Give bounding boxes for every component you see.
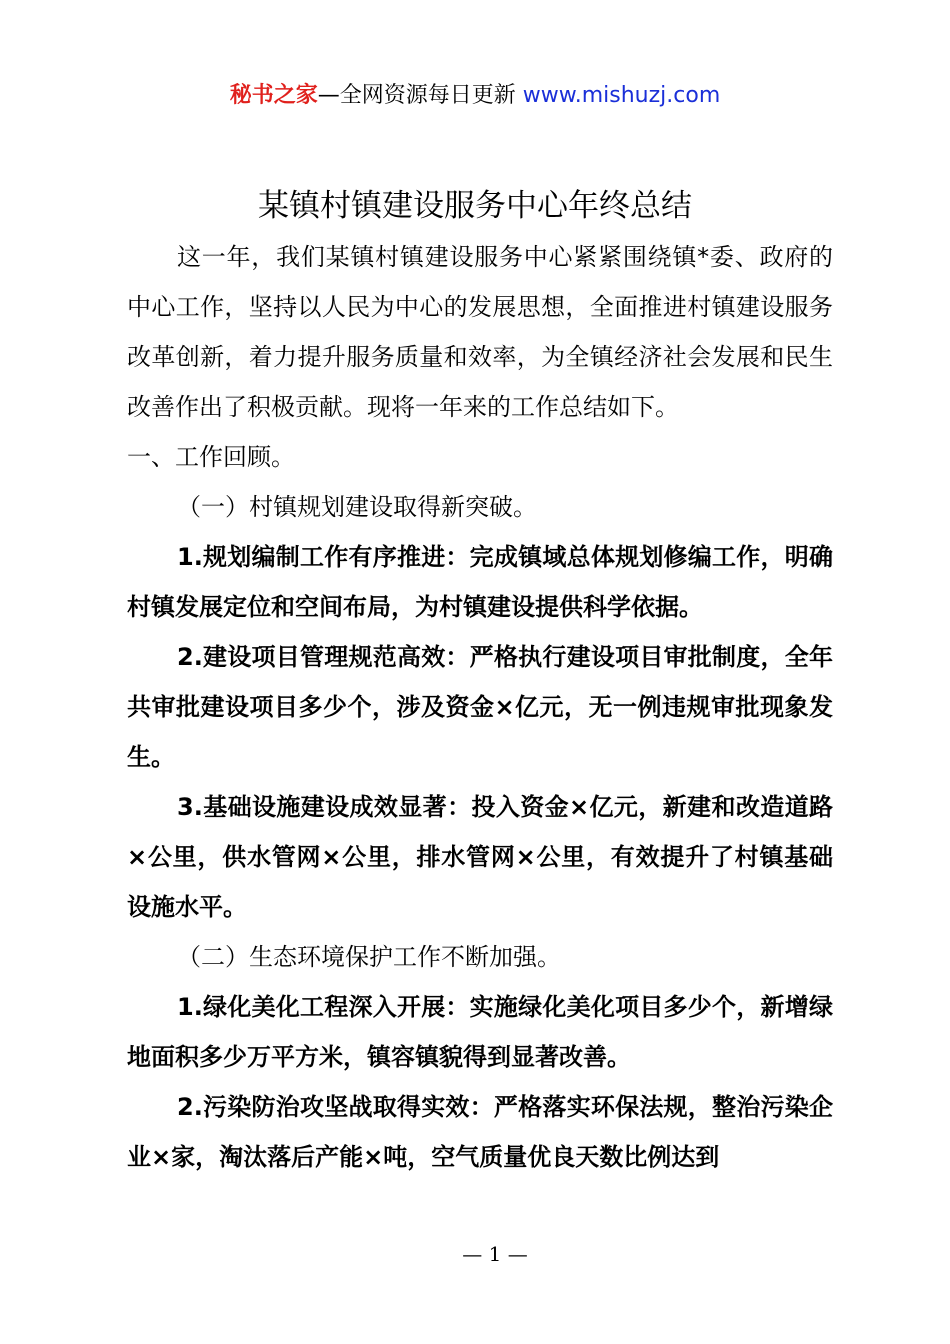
section-heading: 一、工作回顾。 xyxy=(127,443,295,471)
brand-name: 秘书之家 xyxy=(229,83,318,108)
document-body xyxy=(127,232,833,1182)
site-url-link[interactable]: www.mishuzj.com xyxy=(522,83,721,108)
list-item: 2.建设项目管理规范高效：严格执行建设项目审批制度，全年共审批建设项目多少个，涉及资金×亿元，无一例违规审批现象发生。 xyxy=(127,643,833,771)
subsection-heading: （二）生态环境保护工作不断加强。 xyxy=(177,943,561,971)
list-item: 1.规划编制工作有序推进：完成镇域总体规划修编工作，明确村镇发展定位和空间布局，为村镇建设提供科学依据。 xyxy=(127,543,833,621)
header-tagline: —全网资源每日更新 xyxy=(317,83,523,108)
intro-paragraph: 这一年，我们某镇村镇建设服务中心紧紧围绕镇*委、政府的中心工作，坚持以人民为中心的发展思想，全面推进村镇建设服务改革创新，着力提升服务质量和效率，为全镇经济社会发展和民生改善作出了积极贡献。现将一年来的工作总结如下。 xyxy=(127,243,833,421)
site-header xyxy=(0,80,950,112)
document-title: 某镇村镇建设服务中心年终总结 xyxy=(258,188,692,224)
list-item: 3.基础设施建设成效显著：投入资金×亿元，新建和改造道路×公里，供水管网×公里，排水管网×公里，有效提升了村镇基础设施水平。 xyxy=(127,793,833,921)
page-number: — 1 — xyxy=(462,1242,528,1266)
list-item: 1.绿化美化工程深入开展：实施绿化美化项目多少个，新增绿地面积多少万平方米，镇容镇貌得到显著改善。 xyxy=(127,993,833,1071)
list-item: 2.污染防治攻坚战取得实效：严格落实环保法规，整治污染企业×家，淘汰落后产能×吨，空气质量优良天数比例达到 xyxy=(127,1093,833,1171)
subsection-heading: （一）村镇规划建设取得新突破。 xyxy=(177,493,537,521)
